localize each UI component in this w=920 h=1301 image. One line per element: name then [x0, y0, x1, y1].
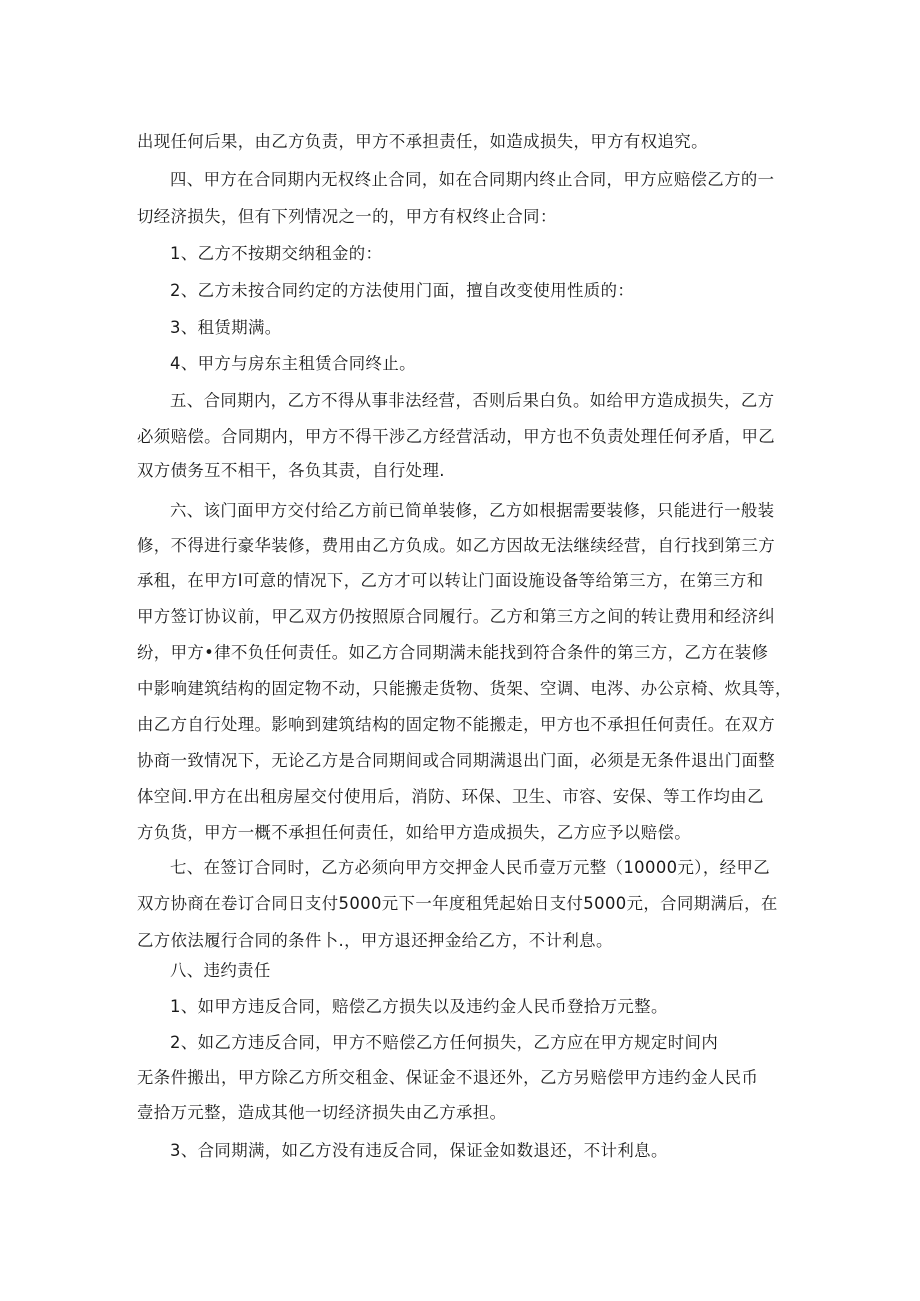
list-item: 4、甲方与房东主租赁合同终止。 — [170, 354, 416, 373]
list-item: 1、乙方不按期交纳租金的： — [170, 244, 383, 263]
text-line: 双方协商在卷订合同日支付5000元下一年度租凭起始日支付5000元，合同期满后，在 — [137, 894, 778, 913]
text-line: 甲方签订协议前，甲乙双方仍按照原合同履行。乙方和第三方之间的转让费用和经济纠 — [137, 607, 776, 626]
section-6-heading-line: 六、该门面甲方交付给乙方前已简单装修，乙方如根据需要装修，只能进行一般装 — [170, 501, 775, 520]
text-line: 修，不得进行豪华装修，费用由乙方负成。如乙方因故无法继续经营，自行找到第三方 — [137, 536, 776, 555]
section-4-heading-line: 四、甲方在合同期内无权终止合同，如在合同期内终止合同，甲方应赔偿乙方的一 — [170, 170, 775, 189]
text-line: 壹拾万元整，造成其他一切经济损失由乙方承担。 — [137, 1103, 507, 1122]
text-line: 协商一致情况下，无论乙方是合同期间或合同期满退出门面，必须是无条件退出门面整 — [137, 751, 776, 770]
section-8-heading: 八、违约责任 — [170, 961, 271, 980]
text-line: 承租，在甲方I可意的情况下，乙方才可以转让门面设施设备等给第三方，在第三方和 — [137, 571, 764, 590]
list-item: 2、乙方未按合同约定的方法使用门面，擅自改变使用性质的： — [170, 281, 635, 300]
list-item: 1、如甲方违反合同，赔偿乙方损失以及违约金人民币登拾万元整。 — [170, 997, 668, 1016]
text-line: 由乙方自行处理。影响到建筑结构的固定物不能搬走，甲方也不承担任何责任。在双方 — [137, 715, 776, 734]
text-line: 纷，甲方•律不负任何责任。如乙方合同期满未能找到符合条件的第三方，乙方在装修 — [137, 643, 769, 662]
section-7-heading-line: 七、在签订合同时，乙方必须向甲方交押金人民币壹万元整（10000元），经甲乙 — [170, 858, 771, 877]
text-line: 方负货，甲方一概不承担任何责任，如给甲方造成损失，乙方应予以赔偿。 — [137, 823, 692, 842]
list-item: 2、如乙方违反合同，甲方不赔偿乙方任何损失，乙方应在甲方规定时间内 — [170, 1033, 719, 1052]
text-line: 乙方依法履行合同的条件卜.，甲方退还押金给乙方，不计利息。 — [137, 931, 613, 950]
text-line: 必须赔偿。合同期内，甲方不得干涉乙方经营活动，甲方也不负责处理任何矛盾，甲乙 — [137, 427, 776, 446]
list-item: 3、合同期满，如乙方没有违反合同，保证金如数退还，不计利息。 — [170, 1141, 668, 1160]
section-5-heading-line: 五、合同期内，乙方不得从事非法经营，否则后果白负。如给甲方造成损失，乙方 — [170, 391, 775, 410]
text-line: 无条件搬出，甲方除乙方所交租金、保证金不退还外，乙方另赔偿甲方违约金人民币 — [137, 1068, 759, 1087]
text-line: 切经济损失，但有下列情况之一的，甲方有权终止合同： — [137, 207, 557, 226]
list-item: 3、租赁期满。 — [170, 318, 282, 337]
text-line: 双方债务互不相干，各负其责，自行处理. — [137, 461, 445, 480]
text-line: 体空间.甲方在出租房屋交付使用后，消防、环保、卫生、市容、安保、等工作均由乙 — [137, 787, 764, 806]
text-line: 出现任何后果，由乙方负责，甲方不承担责任，如造成损失，甲方有权追究。 — [137, 132, 708, 151]
text-line: 中影响建筑结构的固定物不动，只能搬走货物、货架、空调、电涔、办公京椅、炊具等， — [137, 679, 792, 698]
